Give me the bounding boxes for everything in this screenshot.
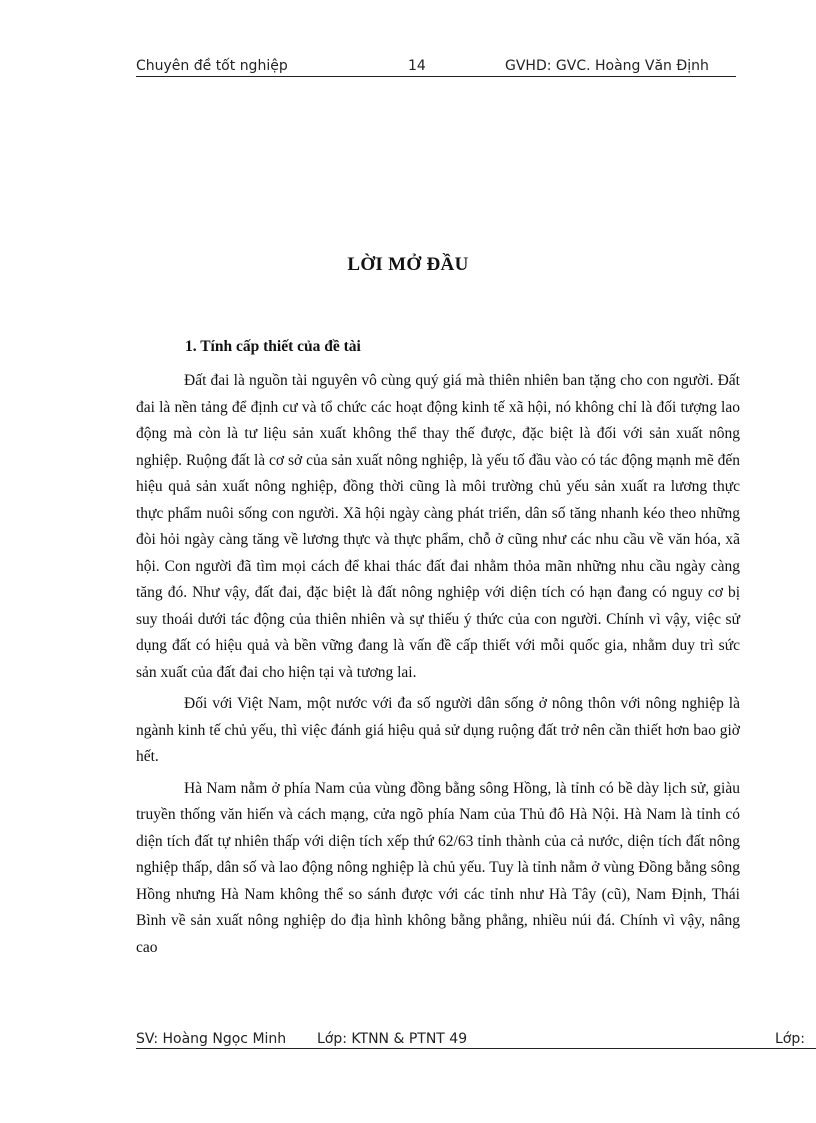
paragraph: Đất đai là nguồn tài nguyên vô cùng quý giá mà thiên nhiên ban tặng cho con người. Đất đai là nền tảng để định cư và tổ chức các hoạt động kinh tế xã hội, nó không chỉ là đối tượng lao động mà còn là tư liệu sản xuất không thể thay thế được, đặc biệt là đối với sản xuất nông nghiệp. Ruộng đất là cơ sở của sản xuất nông nghiệp, là yếu tố đầu vào có tác động mạnh mẽ đến hiệu quả sản xuất nông nghiệp, đồng thời cũng là môi trường chủ yếu sản xuất ra lương thực thực phẩm nuôi sống con người. Xã hội ngày càng phát triển, dân số tăng nhanh kéo theo những đòi hỏi ngày càng tăng về lương thực và thực phẩm, chỗ ở cũng như các nhu cầu về văn hóa, xã hội. Con người đã tìm mọi cách để khai thác đất đai nhằm thỏa mãn những nhu cầu ngày càng tăng đó. Như vậy, đất đai, đặc biệt là đất nông nghiệp với diện tích có hạn đang có nguy cơ bị suy thoái dưới tác động của thiên nhiên và sự thiếu ý thức của con người. Chính vì vậy, việc sử dụng đất có hiệu quả và bền vững đang là vấn đề cấp thiết với mỗi quốc gia, nhằm duy trì sức sản xuất của đất đai cho hiện tại và tương lai.: [136, 372, 740, 681]
page-header: [136, 58, 736, 78]
footer-class: Lớp: KTNN & PTNT 49: [317, 1031, 468, 1047]
page-title: LỜI MỞ ĐẦU: [347, 254, 469, 275]
footer-rule: [136, 1048, 816, 1049]
footer-student: SV: Hoàng Ngọc Minh: [136, 1031, 287, 1047]
section-heading: 1. Tính cấp thiết của đề tài: [185, 338, 361, 355]
paragraph: Đối với Việt Nam, một nước với đa số người dân sống ở nông thôn với nông nghiệp là ngành kinh tế chủ yếu, thì việc đánh giá hiệu quả sử dụng ruộng đất trở nên cần thiết hơn bao giờ hết.: [136, 695, 740, 765]
header-rule: [136, 76, 736, 77]
paragraph: Hà Nam nằm ở phía Nam của vùng đồng bằng sông Hồng, là tỉnh có bề dày lịch sử, giàu truyền thống văn hiến và cách mạng, cửa ngõ phía Nam của Thủ đô Hà Nội. Hà Nam là tỉnh có diện tích đất tự nhiên thấp với diện tích xếp thứ 62/63 tỉnh thành của cả nước, diện tích đất nông nghiệp thấp, dân số và lao động nông nghiệp là chủ yếu. Tuy là tỉnh nằm ở vùng Đồng bằng sông Hồng nhưng Hà Nam không thể so sánh được với các tỉnh như Hà Tây (cũ), Nam Định, Thái Bình về sản xuất nông nghiệp do địa hình không bằng phẳng, nhiều núi đá. Chính vì vậy, nâng cao: [136, 779, 740, 956]
body-text: [136, 368, 740, 966]
header-advisor: GVHD: GVC. Hoàng Văn Định: [505, 58, 709, 74]
header-thesis-label: Chuyên đề tốt nghiệp: [136, 58, 288, 74]
footer-class-label: Lớp:: [775, 1031, 805, 1047]
header-page-number: 14: [408, 58, 426, 74]
